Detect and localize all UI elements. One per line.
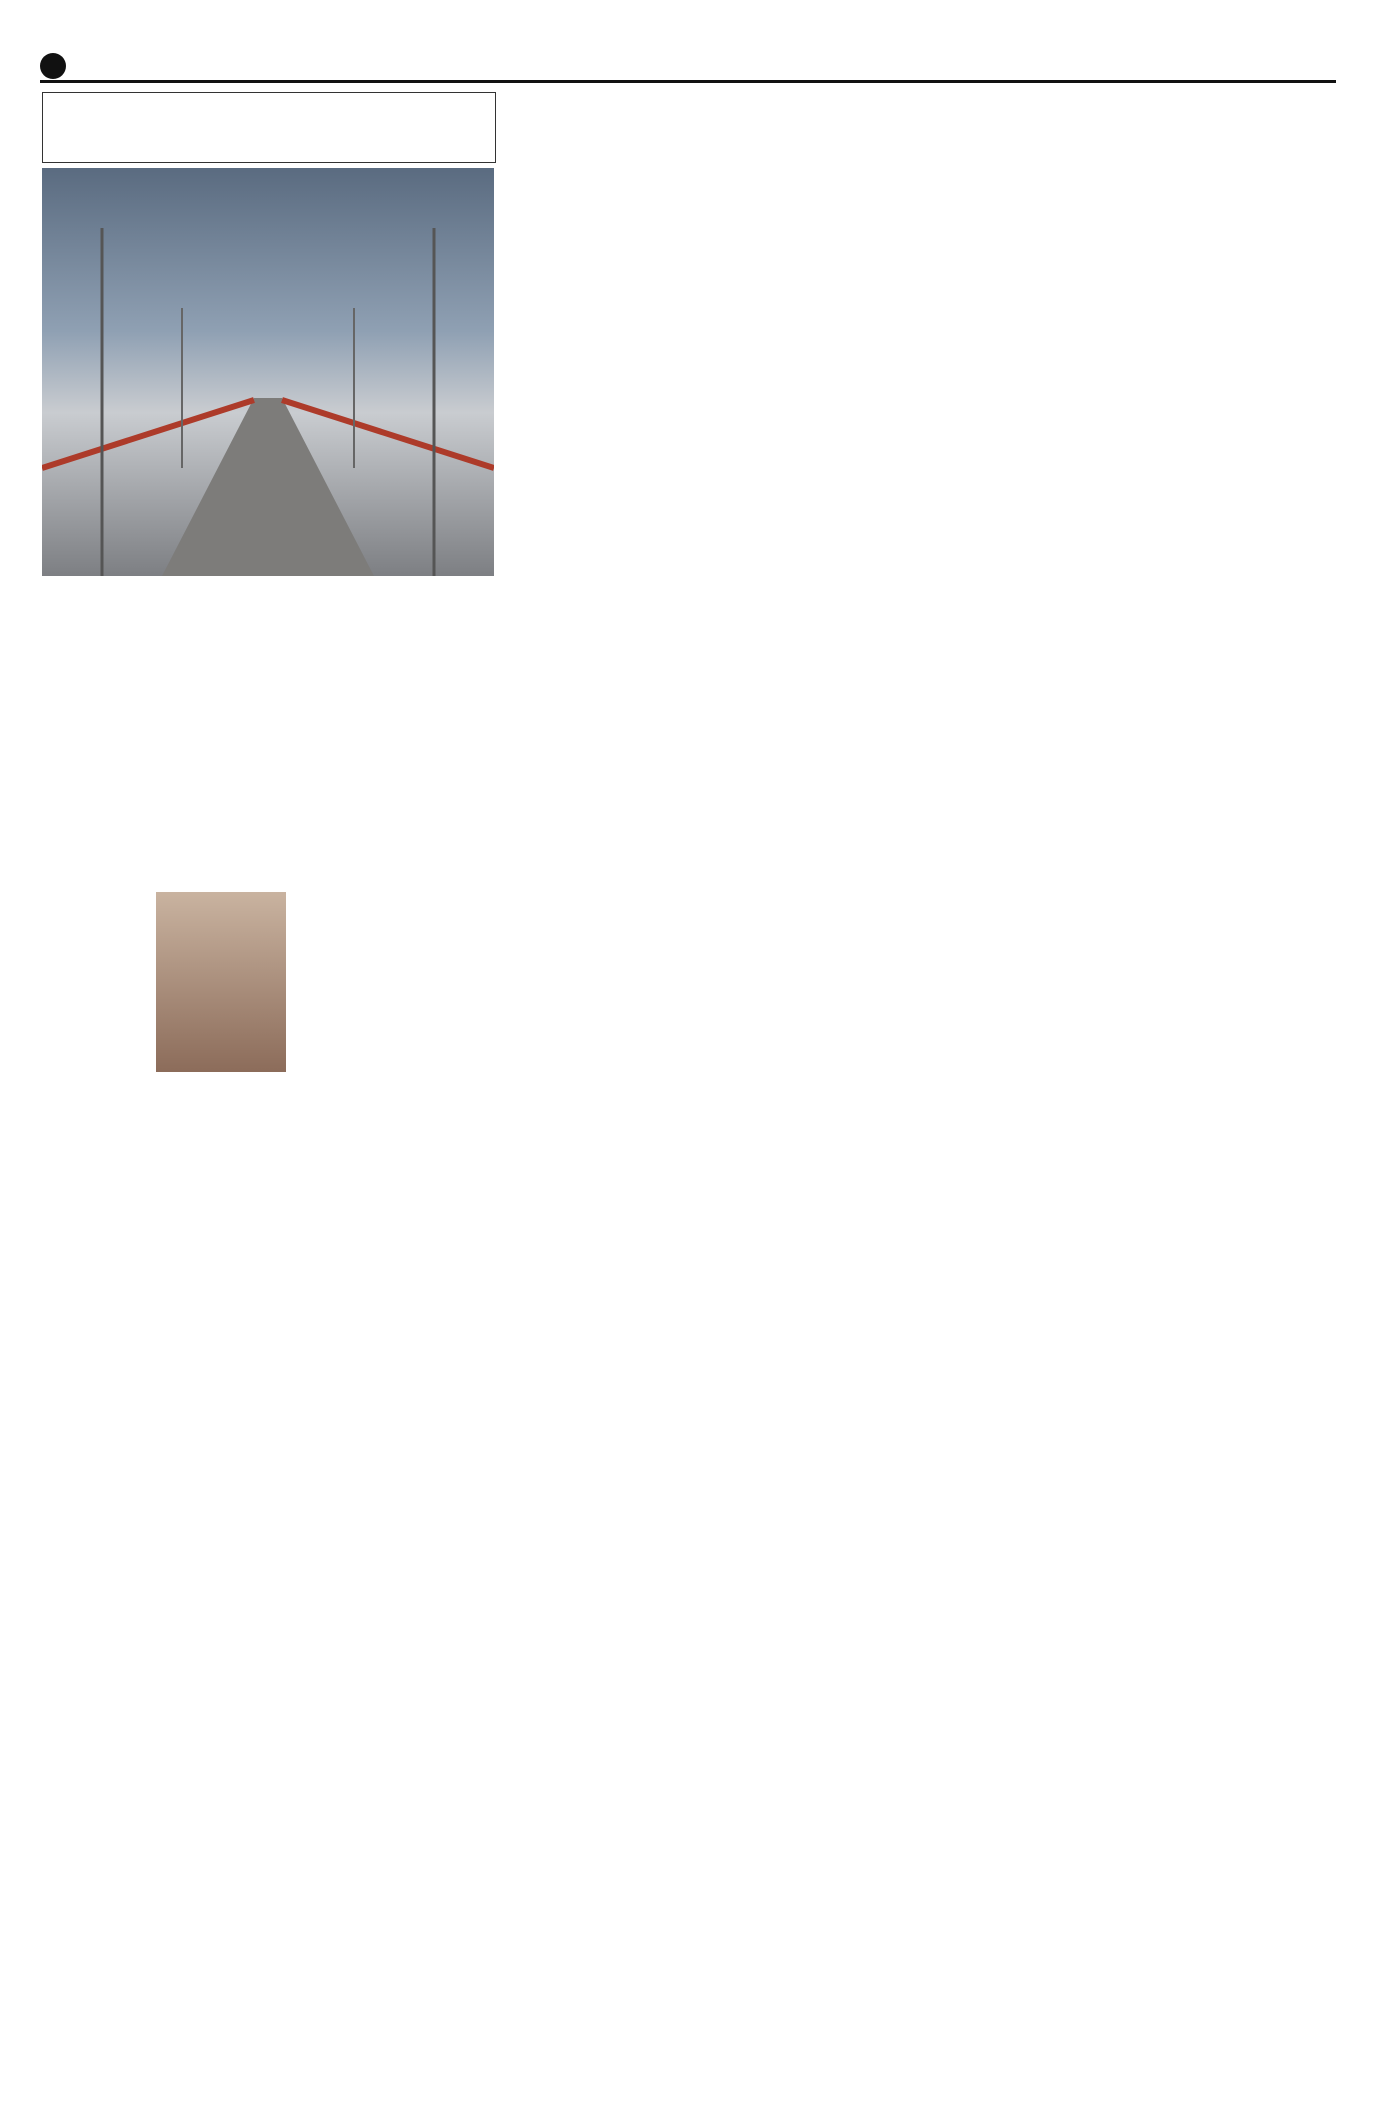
lead-body-left: [42, 596, 262, 786]
lead-byline: [42, 580, 262, 594]
secondary-body: [42, 892, 152, 1102]
bridge-photo: [42, 168, 494, 576]
lead-body-right: [272, 580, 494, 786]
lead-headline-box: [42, 92, 496, 163]
lead-headline: [43, 93, 495, 101]
secondary-byline: [42, 876, 272, 890]
bridge-illustration: [42, 168, 494, 576]
brand: [40, 53, 72, 79]
conference-photo: [156, 892, 286, 1072]
page-header: [40, 52, 1336, 83]
page-number: [40, 53, 66, 79]
secondary-headline-box: [42, 790, 494, 872]
